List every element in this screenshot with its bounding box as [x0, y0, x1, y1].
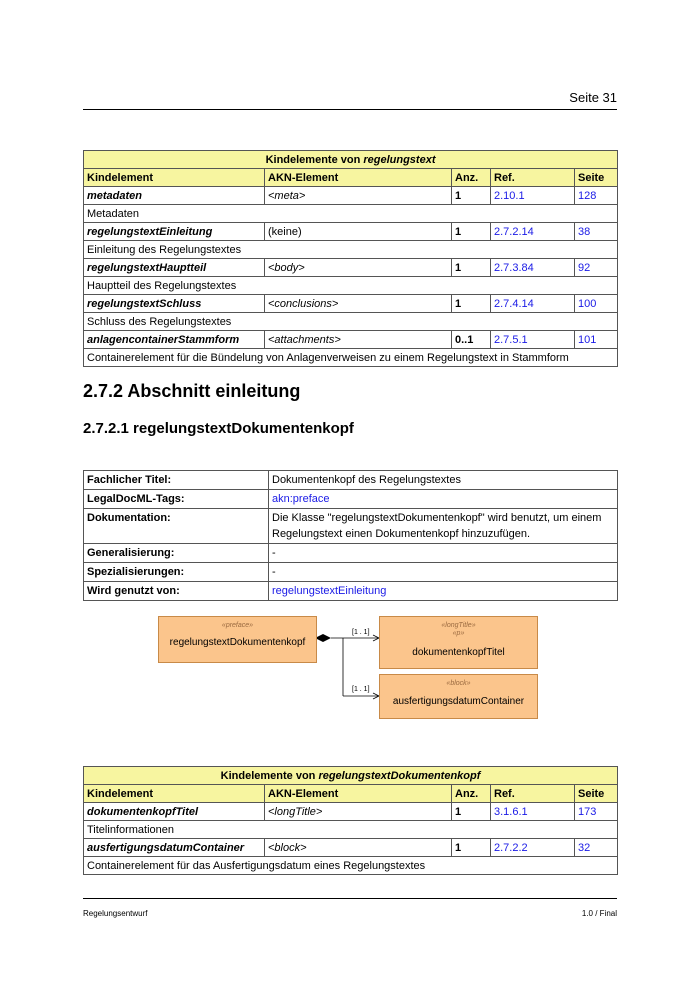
used-by-link[interactable]: regelungstextEinleitung: [269, 582, 618, 601]
column-header: Ref.: [491, 785, 575, 803]
table-row: [84, 803, 618, 821]
stereotype-label: «longTitle»: [441, 622, 476, 629]
ref-link[interactable]: 3.1.6.1: [491, 803, 575, 821]
info-key: Generalisierung:: [84, 544, 269, 563]
info-key: Spezialisierungen:: [84, 563, 269, 582]
row-description: Titelinformationen: [84, 821, 618, 839]
ref-link[interactable]: 2.7.2.14: [491, 223, 575, 241]
child-elements-table-dokumentenkopf: [83, 766, 618, 875]
count: 1: [452, 839, 491, 857]
ref-link[interactable]: 2.7.5.1: [491, 331, 575, 349]
stereotype-label: «block»: [446, 680, 471, 687]
ref-link[interactable]: 2.7.3.84: [491, 259, 575, 277]
section-heading: 2.7.2 Abschnitt einleitung: [83, 381, 301, 401]
row-description: Containerelement für die Bündelung von Anlagenverweisen zu einem Regelungstext in Stammform: [84, 349, 618, 367]
info-value: -: [269, 544, 618, 563]
info-value: Dokumentenkopf des Regelungstextes: [269, 471, 618, 490]
column-header: Kindelement: [84, 785, 265, 803]
count: 1: [452, 187, 491, 205]
row-description: Metadaten: [84, 205, 618, 223]
footer-right: 1.0 / Final: [581, 909, 617, 918]
child-element-name: regelungstextSchluss: [84, 295, 265, 313]
table-header-row: [84, 785, 618, 803]
page-link[interactable]: 128: [575, 187, 618, 205]
child-element-name: regelungstextEinleitung: [84, 223, 265, 241]
footer-divider: [83, 898, 617, 899]
class-name: dokumentenkopfTitel: [412, 647, 505, 658]
info-key: Dokumentation:: [84, 509, 269, 544]
page-link[interactable]: 32: [575, 839, 618, 857]
table-caption: Kindelemente von regelungstextDokumentenkopf: [84, 767, 618, 785]
stereotype-label: «p»: [452, 630, 465, 637]
legaldocml-tag-link[interactable]: akn:preface: [269, 490, 618, 509]
table-caption: Kindelemente von regelungstext: [84, 151, 618, 169]
count: 1: [452, 223, 491, 241]
subsection-heading: 2.7.2.1 regelungstextDokumentenkopf: [83, 420, 354, 437]
child-element-name: metadaten: [84, 187, 265, 205]
stereotype-label: «preface»: [221, 622, 254, 629]
row-description: Hauptteil des Regelungstextes: [84, 277, 618, 295]
row-description: Einleitung des Regelungstextes: [84, 241, 618, 259]
footer-left: Regelungsentwurf: [83, 909, 148, 918]
akn-element: <meta>: [265, 187, 452, 205]
count: 1: [452, 803, 491, 821]
table-row-description: [84, 857, 618, 875]
info-key: Wird genutzt von:: [84, 582, 269, 601]
child-element-name: dokumentenkopfTitel: [84, 803, 265, 821]
table-row-description: [84, 821, 618, 839]
count: 1: [452, 259, 491, 277]
uml-class-ausfertigungsdatumcontainer: [379, 674, 538, 719]
akn-element: <body>: [265, 259, 452, 277]
akn-element: <conclusions>: [265, 295, 452, 313]
info-key: Fachlicher Titel:: [84, 471, 269, 490]
composition-diamond-icon: [315, 634, 331, 642]
akn-element: <longTitle>: [265, 803, 452, 821]
count: 0..1: [452, 331, 491, 349]
column-header: Seite: [575, 785, 618, 803]
class-name: ausfertigungsdatumContainer: [392, 696, 525, 707]
multiplicity-label: [1 . 1]: [352, 686, 370, 693]
column-header: Anz.: [452, 785, 491, 803]
uml-class-preface: [158, 616, 317, 663]
page-link[interactable]: 173: [575, 803, 618, 821]
row-description: Containerelement für das Ausfertigungsdatum eines Regelungstextes: [84, 857, 618, 875]
column-header: Seite: [575, 169, 618, 187]
info-value: Die Klasse "regelungstextDokumentenkopf" wird benutzt, um einem Regelungstext einen Dokumentenkopf hinzuzufügen.: [269, 509, 618, 544]
page-link[interactable]: 101: [575, 331, 618, 349]
column-header: AKN-Element: [265, 785, 452, 803]
akn-element: (keine): [265, 223, 452, 241]
column-header: Kindelement: [84, 169, 265, 187]
class-name: regelungstextDokumentenkopf: [169, 637, 306, 648]
page-link[interactable]: 100: [575, 295, 618, 313]
page-number: Seite 31: [569, 90, 617, 105]
multiplicity-label: [1 . 1]: [352, 629, 370, 636]
column-header: Ref.: [491, 169, 575, 187]
page-link[interactable]: 38: [575, 223, 618, 241]
child-element-name: regelungstextHauptteil: [84, 259, 265, 277]
info-key: LegalDocML-Tags:: [84, 490, 269, 509]
ref-link[interactable]: 2.7.4.14: [491, 295, 575, 313]
column-header: Anz.: [452, 169, 491, 187]
info-value: -: [269, 563, 618, 582]
column-header: AKN-Element: [265, 169, 452, 187]
table-row: [84, 839, 618, 857]
ref-link[interactable]: 2.10.1: [491, 187, 575, 205]
ref-link[interactable]: 2.7.2.2: [491, 839, 575, 857]
count: 1: [452, 295, 491, 313]
child-element-name: anlagencontainerStammform: [84, 331, 265, 349]
akn-element: <attachments>: [265, 331, 452, 349]
row-description: Schluss des Regelungstextes: [84, 313, 618, 331]
child-element-name: ausfertigungsdatumContainer: [84, 839, 265, 857]
uml-class-dokumentenkopftitel: [379, 616, 538, 669]
page-link[interactable]: 92: [575, 259, 618, 277]
akn-element: <block>: [265, 839, 452, 857]
